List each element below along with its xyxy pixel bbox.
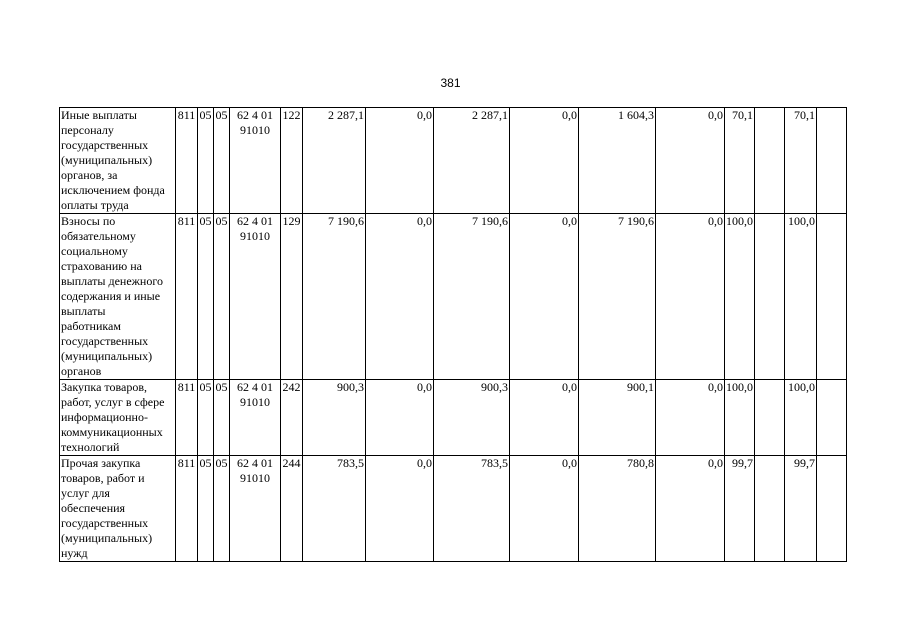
expense-name-cell bbox=[60, 108, 176, 214]
execution-federal-cell: 0,0 bbox=[656, 380, 725, 456]
plan-local-cell: 2 287,1 bbox=[434, 108, 510, 214]
expense-name-line: персоналу bbox=[61, 123, 114, 137]
plan-total-cell: 783,5 bbox=[303, 456, 366, 562]
execution-total-cell: 7 190,6 bbox=[579, 214, 656, 380]
plan-other-cell: 0,0 bbox=[510, 214, 579, 380]
plan-total-cell: 7 190,6 bbox=[303, 214, 366, 380]
plan-federal-cell: 0,0 bbox=[366, 456, 434, 562]
section-code-cell: 05 bbox=[198, 108, 214, 214]
expense-name-line: исключением фонда bbox=[61, 183, 165, 197]
plan-total-cell: 900,3 bbox=[303, 380, 366, 456]
expense-name-line: (муниципальных) bbox=[61, 153, 153, 167]
subsection-code-cell: 05 bbox=[214, 108, 230, 214]
plan-other-cell: 0,0 bbox=[510, 108, 579, 214]
execution-federal-cell: 0,0 bbox=[656, 456, 725, 562]
table-row bbox=[60, 108, 847, 214]
plan-local-cell: 7 190,6 bbox=[434, 214, 510, 380]
expense-name-line: выплаты bbox=[61, 304, 106, 318]
execution-federal-cell: 0,0 bbox=[656, 108, 725, 214]
expense-name-line: (муниципальных) bbox=[61, 531, 153, 545]
target-article-line: 91010 bbox=[240, 471, 270, 485]
expense-name-line: оплаты труда bbox=[61, 198, 129, 212]
target-article-line: 91010 bbox=[240, 395, 270, 409]
plan-other-cell: 0,0 bbox=[510, 456, 579, 562]
ministry-code-cell: 811 bbox=[176, 380, 198, 456]
expense-name-line: обеспечения bbox=[61, 501, 126, 515]
percent-other-cell bbox=[817, 214, 847, 380]
expense-name-line: (муниципальных) bbox=[61, 349, 153, 363]
percent-total-cell: 70,1 bbox=[725, 108, 755, 214]
plan-federal-cell: 0,0 bbox=[366, 380, 434, 456]
subsection-code-cell: 05 bbox=[214, 214, 230, 380]
plan-federal-cell: 0,0 bbox=[366, 214, 434, 380]
expense-name-line: товаров, работ и bbox=[61, 471, 145, 485]
plan-total-cell: 2 287,1 bbox=[303, 108, 366, 214]
execution-total-cell: 900,1 bbox=[579, 380, 656, 456]
expense-name-line: информационно- bbox=[61, 410, 148, 424]
percent-total-cell: 100,0 bbox=[725, 380, 755, 456]
page-number: 381 bbox=[440, 76, 461, 90]
target-article-cell bbox=[230, 380, 281, 456]
section-code-cell: 05 bbox=[198, 214, 214, 380]
target-article-line: 62 4 01 bbox=[237, 456, 273, 470]
expense-name-line: работ, услуг в сфере bbox=[61, 395, 165, 409]
table-row bbox=[60, 380, 847, 456]
expense-name-line: страхованию на bbox=[61, 259, 142, 273]
percent-local-cell: 100,0 bbox=[785, 380, 817, 456]
target-article-line: 91010 bbox=[240, 123, 270, 137]
expense-name-line: коммуникационных bbox=[61, 425, 163, 439]
target-article-line: 62 4 01 bbox=[237, 380, 273, 394]
target-article-cell bbox=[230, 456, 281, 562]
percent-federal-cell bbox=[755, 456, 785, 562]
target-article-line: 62 4 01 bbox=[237, 108, 273, 122]
plan-federal-cell: 0,0 bbox=[366, 108, 434, 214]
expense-name-line: Прочая закупка bbox=[61, 456, 141, 470]
subsection-code-cell: 05 bbox=[214, 380, 230, 456]
expense-name-line: услуг для bbox=[61, 486, 110, 500]
ministry-code-cell: 811 bbox=[176, 456, 198, 562]
expense-name-line: содержания и иные bbox=[61, 289, 161, 303]
table-body bbox=[60, 108, 847, 562]
target-article-line: 62 4 01 bbox=[237, 214, 273, 228]
budget-execution-table bbox=[59, 107, 847, 562]
expense-name-line: органов bbox=[61, 364, 102, 378]
expense-type-cell: 122 bbox=[281, 108, 303, 214]
expense-name-line: Закупка товаров, bbox=[61, 380, 147, 394]
percent-local-cell: 99,7 bbox=[785, 456, 817, 562]
percent-federal-cell bbox=[755, 108, 785, 214]
percent-local-cell: 70,1 bbox=[785, 108, 817, 214]
expense-name-line: Иные выплаты bbox=[61, 108, 137, 122]
percent-total-cell: 100,0 bbox=[725, 214, 755, 380]
expense-name-line: обязательному bbox=[61, 229, 136, 243]
expense-name-line: государственных bbox=[61, 516, 149, 530]
percent-other-cell bbox=[817, 456, 847, 562]
expense-type-cell: 129 bbox=[281, 214, 303, 380]
expense-name-line: нужд bbox=[61, 546, 88, 560]
percent-federal-cell bbox=[755, 380, 785, 456]
plan-local-cell: 900,3 bbox=[434, 380, 510, 456]
target-article-cell bbox=[230, 214, 281, 380]
target-article-line: 91010 bbox=[240, 229, 270, 243]
expense-type-cell: 244 bbox=[281, 456, 303, 562]
expense-name-line: органов, за bbox=[61, 168, 118, 182]
expense-type-cell: 242 bbox=[281, 380, 303, 456]
expense-name-cell bbox=[60, 380, 176, 456]
expense-name-line: государственных bbox=[61, 138, 149, 152]
percent-other-cell bbox=[817, 108, 847, 214]
expense-name-line: работникам bbox=[61, 319, 121, 333]
percent-total-cell: 99,7 bbox=[725, 456, 755, 562]
plan-other-cell: 0,0 bbox=[510, 380, 579, 456]
percent-local-cell: 100,0 bbox=[785, 214, 817, 380]
subsection-code-cell: 05 bbox=[214, 456, 230, 562]
execution-total-cell: 1 604,3 bbox=[579, 108, 656, 214]
expense-name-cell bbox=[60, 456, 176, 562]
percent-other-cell bbox=[817, 380, 847, 456]
ministry-code-cell: 811 bbox=[176, 214, 198, 380]
expense-name-line: выплаты денежного bbox=[61, 274, 163, 288]
expense-name-line: государственных bbox=[61, 334, 149, 348]
section-code-cell: 05 bbox=[198, 456, 214, 562]
execution-total-cell: 780,8 bbox=[579, 456, 656, 562]
expense-name-line: социальному bbox=[61, 244, 128, 258]
expense-name-line: технологий bbox=[61, 440, 120, 454]
percent-federal-cell bbox=[755, 214, 785, 380]
execution-federal-cell: 0,0 bbox=[656, 214, 725, 380]
ministry-code-cell: 811 bbox=[176, 108, 198, 214]
target-article-cell bbox=[230, 108, 281, 214]
plan-local-cell: 783,5 bbox=[434, 456, 510, 562]
section-code-cell: 05 bbox=[198, 380, 214, 456]
table-row bbox=[60, 456, 847, 562]
expense-name-line: Взносы по bbox=[61, 214, 116, 228]
expense-name-cell bbox=[60, 214, 176, 380]
table-row bbox=[60, 214, 847, 380]
